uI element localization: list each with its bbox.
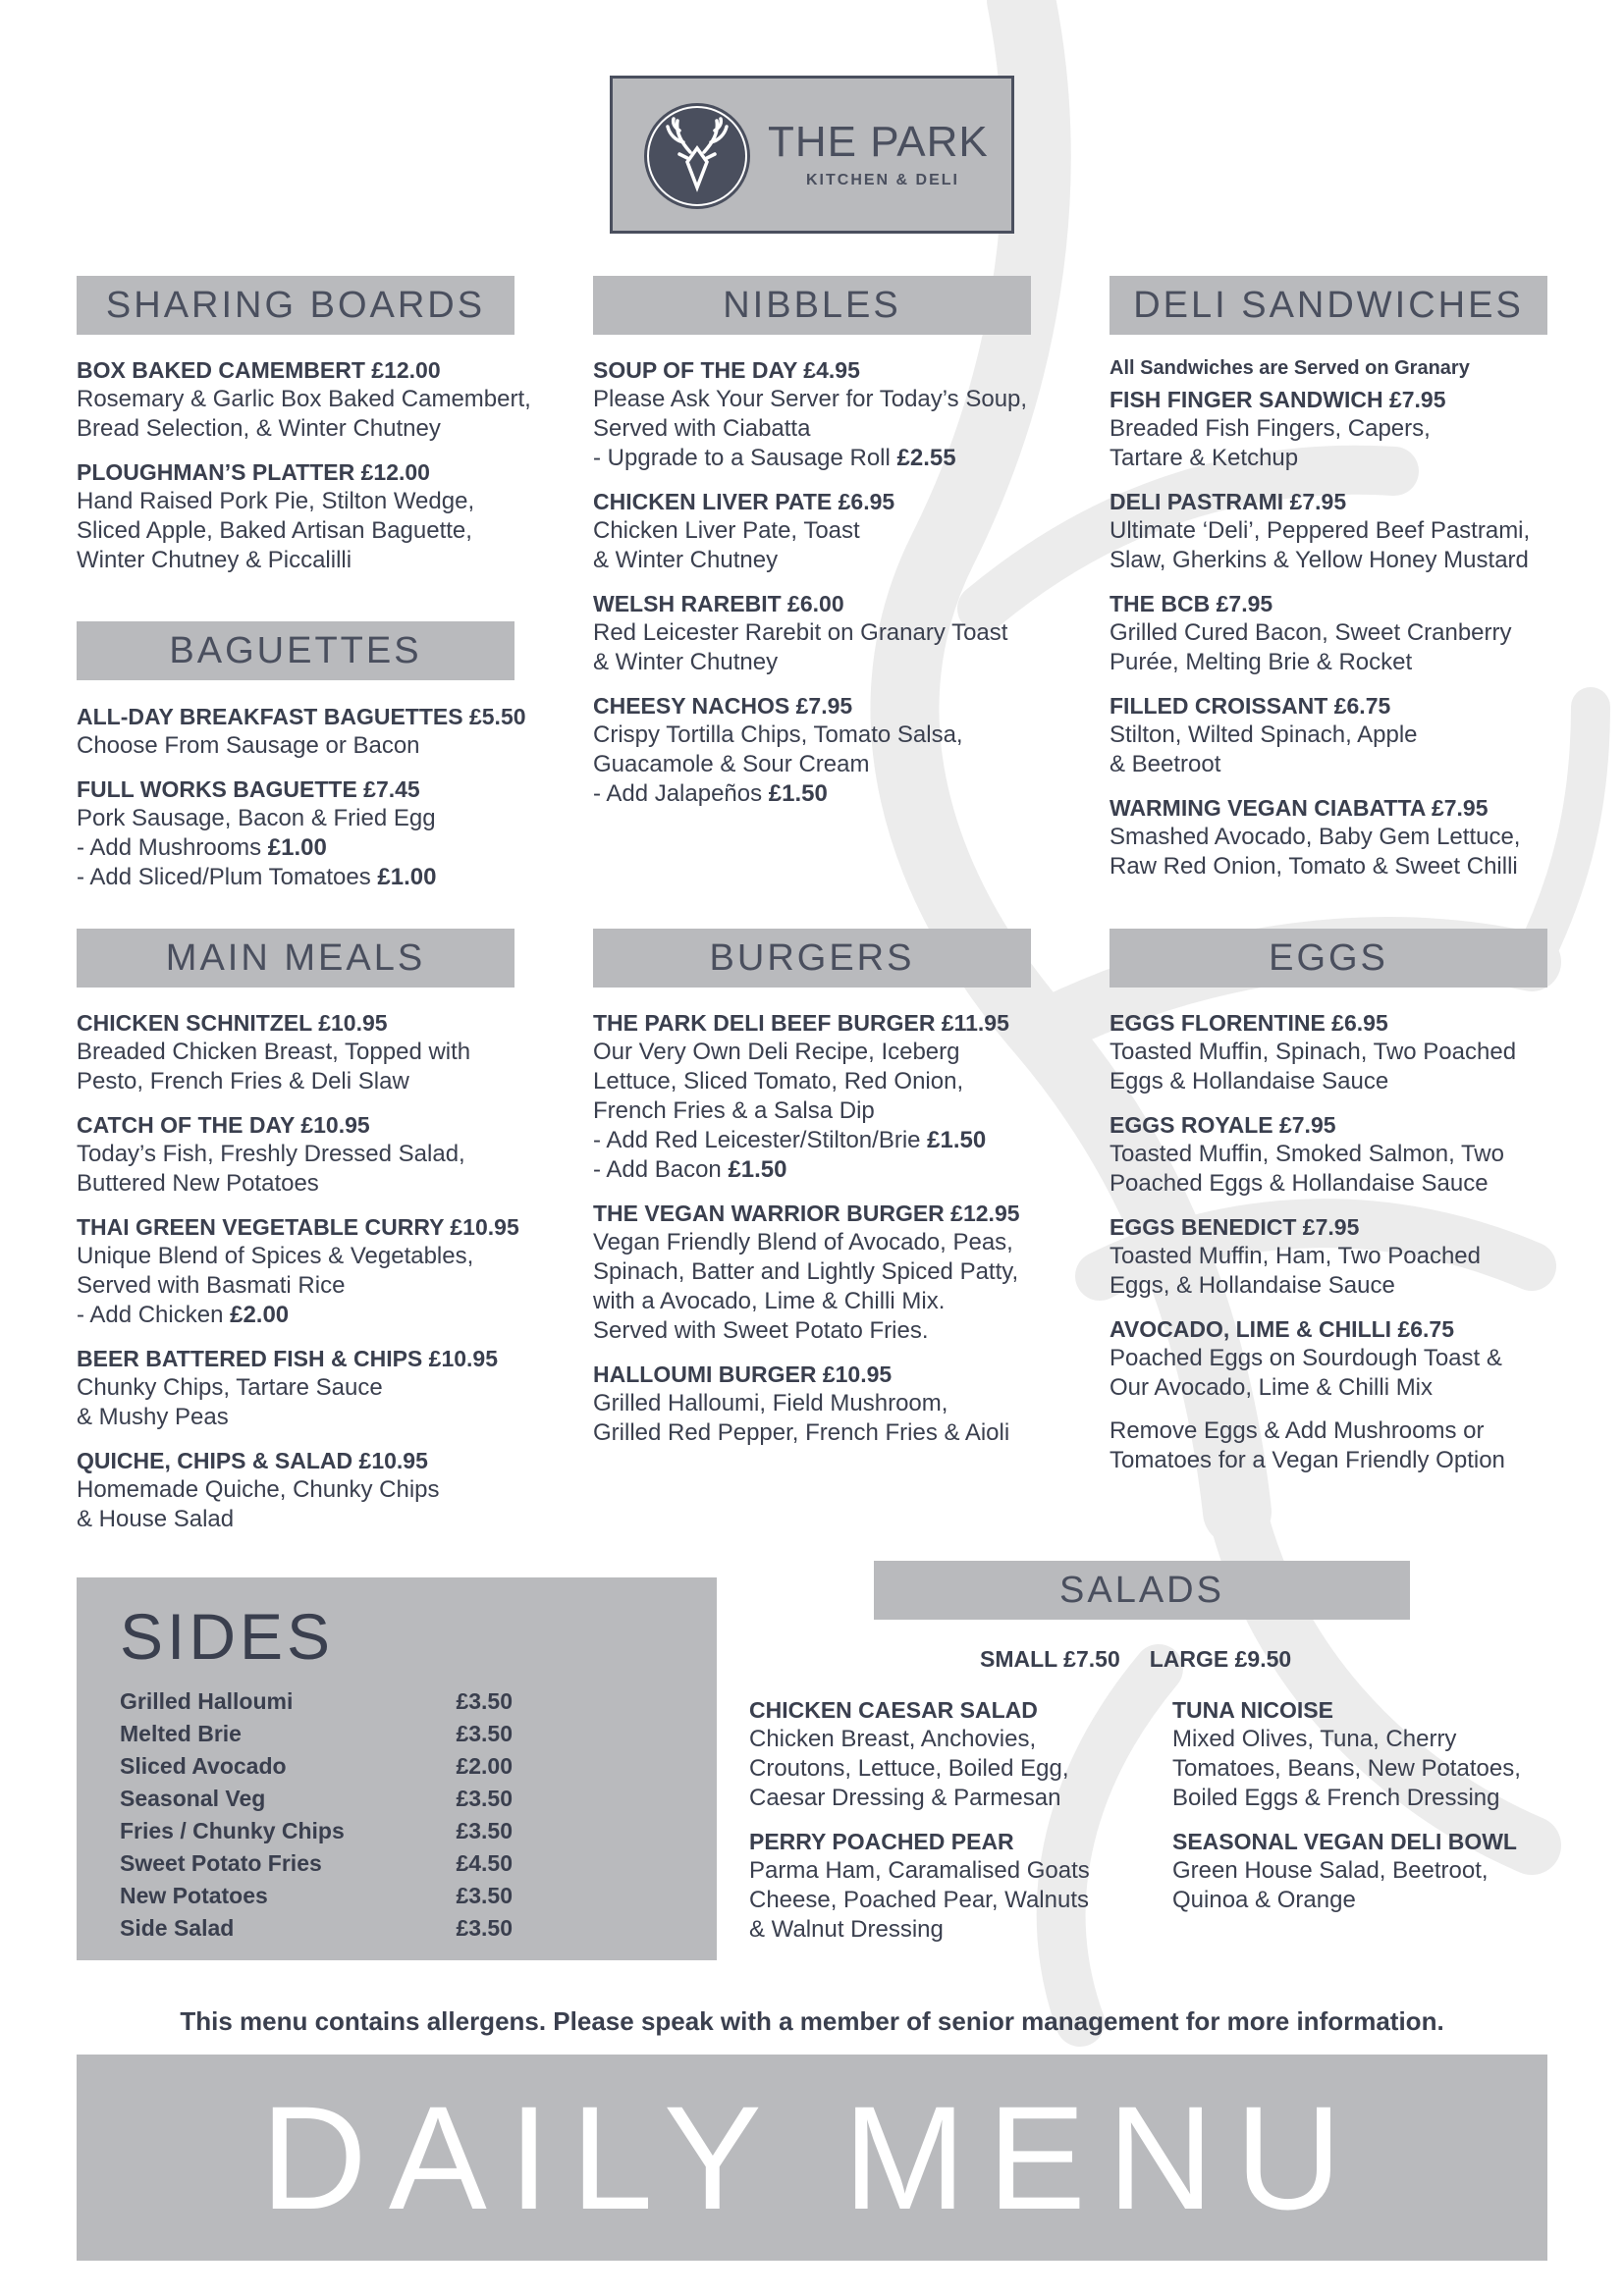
item-desc-line: Winter Chutney & Piccalilli	[77, 547, 352, 573]
side-price: £3.50	[456, 1721, 513, 1746]
burgers-list	[593, 1008, 1055, 1462]
item-desc-line: Please Ask Your Server for Today’s Soup,	[593, 386, 1028, 412]
item-desc-line: Tomatoes, Beans, New Potatoes,	[1172, 1755, 1521, 1782]
menu-item	[1110, 793, 1571, 881]
menu-item	[593, 589, 1055, 677]
footnote-line: Remove Eggs & Add Mushrooms or	[1110, 1417, 1485, 1444]
item-desc-line: with a Avocado, Lime & Chilli Mix.	[593, 1288, 946, 1314]
menu-item	[593, 487, 1055, 575]
item-desc-line: Chunky Chips, Tartare Sauce	[77, 1374, 383, 1401]
item-desc-line: Cheese, Poached Pear, Walnuts	[749, 1887, 1089, 1913]
item-name: QUICHE, CHIPS & SALAD £10.95	[77, 1448, 428, 1473]
sharing-boards-list	[77, 355, 538, 589]
item-desc-line: Spinach, Batter and Lightly Spiced Patty,	[593, 1258, 1019, 1285]
menu-item	[77, 1344, 538, 1432]
item-desc-line: & Beetroot	[1110, 751, 1221, 777]
item-desc-line: Grilled Red Pepper, French Fries & Aioli	[593, 1419, 1010, 1446]
salads-right-list	[1172, 1695, 1565, 1929]
salad-prices	[980, 1646, 1321, 1673]
item-desc-line: Chicken Liver Pate, Toast	[593, 517, 860, 544]
item-desc-line: Ultimate ‘Deli’, Peppered Beef Pastrami,	[1110, 517, 1531, 544]
menu-item	[77, 1446, 538, 1534]
nibbles-list	[593, 355, 1055, 823]
side-name: Side Salad	[120, 1915, 235, 1941]
item-desc-line: Unique Blend of Spices & Vegetables,	[77, 1243, 474, 1269]
side-name: New Potatoes	[120, 1883, 268, 1908]
addon-price: £1.00	[267, 834, 327, 861]
item-desc-line: Grilled Cured Bacon, Sweet Cranberry	[1110, 619, 1512, 646]
eggs-list	[1110, 1008, 1571, 1489]
section-header-sharing-boards: SHARING BOARDS	[77, 276, 514, 335]
addon-text: - Add Bacon	[593, 1156, 729, 1183]
item-name: THE PARK DELI BEEF BURGER £11.95	[593, 1010, 1009, 1036]
item-desc-line: Toasted Muffin, Smoked Salmon, Two	[1110, 1141, 1504, 1167]
side-item	[120, 1847, 513, 1880]
item-desc-line: Breaded Fish Fingers, Capers,	[1110, 415, 1431, 442]
item-name: CHICKEN CAESAR SALAD	[749, 1697, 1038, 1723]
menu-item	[1110, 1008, 1571, 1096]
item-name: THE VEGAN WARRIOR BURGER £12.95	[593, 1201, 1020, 1226]
item-desc-line: Lettuce, Sliced Tomato, Red Onion,	[593, 1068, 964, 1095]
side-price: £3.50	[456, 1786, 513, 1811]
side-name: Seasonal Veg	[120, 1786, 266, 1811]
addon-text: - Add Chicken	[77, 1302, 231, 1328]
menu-item	[1172, 1695, 1565, 1813]
item-desc-line: Stilton, Wilted Spinach, Apple	[1110, 721, 1418, 748]
item-desc-line: Toasted Muffin, Ham, Two Poached	[1110, 1243, 1481, 1269]
menu-item	[1110, 1212, 1571, 1301]
item-name: SEASONAL VEGAN DELI BOWL	[1172, 1829, 1517, 1854]
item-desc-line: Chicken Breast, Anchovies,	[749, 1726, 1037, 1752]
side-item	[120, 1783, 513, 1815]
item-addon	[593, 1155, 1055, 1185]
section-note: All Sandwiches are Served on Granary	[1110, 357, 1470, 379]
side-name: Grilled Halloumi	[120, 1688, 294, 1714]
section-header-nibbles: NIBBLES	[593, 276, 1031, 335]
deli-sandwiches-list	[1110, 355, 1571, 895]
item-desc-line: Pork Sausage, Bacon & Fried Egg	[77, 805, 436, 831]
menu-item	[77, 1110, 538, 1199]
item-name: THE BCB £7.95	[1110, 591, 1273, 616]
item-desc-line: Our Very Own Deli Recipe, Iceberg	[593, 1039, 960, 1065]
item-desc-line: Grilled Halloumi, Field Mushroom,	[593, 1390, 948, 1416]
allergen-notice: This menu contains allergens. Please speak with a member of senior management for more information.	[180, 2006, 1444, 2036]
menu-item	[1110, 1110, 1571, 1199]
menu-item	[77, 774, 538, 892]
sides-title: SIDES	[120, 1600, 335, 1673]
item-desc-line: Quinoa & Orange	[1172, 1887, 1356, 1913]
item-desc-line: Red Leicester Rarebit on Granary Toast	[593, 619, 1008, 646]
daily-menu-title: DAILY MENU	[260, 2074, 1364, 2240]
menu-item	[77, 457, 538, 575]
menu-item	[1110, 487, 1571, 575]
addon-price: £2.00	[230, 1302, 290, 1328]
item-desc-line: Served with Ciabatta	[593, 415, 811, 442]
side-item	[120, 1685, 513, 1718]
item-addon	[77, 863, 538, 892]
item-desc-line: & Mushy Peas	[77, 1404, 229, 1430]
section-header-deli-sandwiches: DELI SANDWICHES	[1110, 276, 1547, 335]
addon-text: - Add Mushrooms	[77, 834, 268, 861]
item-desc-line: Bread Selection, & Winter Chutney	[77, 415, 441, 442]
item-desc-line: Parma Ham, Caramalised Goats	[749, 1857, 1090, 1884]
item-desc-line: Croutons, Lettuce, Boiled Egg,	[749, 1755, 1069, 1782]
item-name: ALL-DAY BREAKFAST BAGUETTES £5.50	[77, 704, 526, 729]
menu-item	[77, 702, 538, 761]
menu-item	[77, 1008, 538, 1096]
section-header-baguettes: BAGUETTES	[77, 621, 514, 680]
menu-item	[1110, 691, 1571, 779]
item-desc-line: Homemade Quiche, Chunky Chips	[77, 1476, 440, 1503]
item-name: CHICKEN SCHNITZEL £10.95	[77, 1010, 388, 1036]
menu-item	[593, 1008, 1055, 1185]
item-name: EGGS BENEDICT £7.95	[1110, 1214, 1360, 1240]
item-desc-line: & Winter Chutney	[593, 649, 779, 675]
brand-subtitle: KITCHEN & DELI	[806, 172, 959, 188]
item-desc-line: Crispy Tortilla Chips, Tomato Salsa,	[593, 721, 963, 748]
item-name: FULL WORKS BAGUETTE £7.45	[77, 776, 420, 802]
daily-menu-banner	[77, 2055, 1547, 2261]
item-desc-line: Poached Eggs & Hollandaise Sauce	[1110, 1170, 1489, 1197]
sides-list	[120, 1685, 513, 1945]
item-name: TUNA NICOISE	[1172, 1697, 1333, 1723]
side-item	[120, 1718, 513, 1750]
side-price: £3.50	[456, 1818, 513, 1843]
menu-item	[1110, 385, 1571, 473]
item-desc-line: Today’s Fish, Freshly Dressed Salad,	[77, 1141, 465, 1167]
item-name: FILLED CROISSANT £6.75	[1110, 693, 1391, 719]
menu-item	[749, 1695, 1142, 1813]
item-desc-line: Sliced Apple, Baked Artisan Baguette,	[77, 517, 472, 544]
item-desc-line: & Walnut Dressing	[749, 1916, 944, 1943]
item-desc-line: Purée, Melting Brie & Rocket	[1110, 649, 1413, 675]
item-desc-line: Eggs & Hollandaise Sauce	[1110, 1068, 1389, 1095]
menu-item	[593, 355, 1055, 473]
salads-left-list	[749, 1695, 1142, 1958]
addon-text: - Add Red Leicester/Stilton/Brie	[593, 1127, 928, 1153]
item-name: DELI PASTRAMI £7.95	[1110, 489, 1347, 514]
sides-panel	[77, 1577, 717, 1960]
section-header-salads: SALADS	[874, 1561, 1410, 1620]
item-desc-line: Hand Raised Pork Pie, Stilton Wedge,	[77, 488, 475, 514]
item-desc-line: Caesar Dressing & Parmesan	[749, 1785, 1061, 1811]
addon-price: £1.00	[377, 864, 437, 890]
item-desc-line: Guacamole & Sour Cream	[593, 751, 870, 777]
item-name: CHICKEN LIVER PATE £6.95	[593, 489, 895, 514]
item-desc-line: Buttered New Potatoes	[77, 1170, 319, 1197]
menu-item	[593, 1360, 1055, 1448]
item-desc-line: Poached Eggs on Sourdough Toast &	[1110, 1345, 1502, 1371]
item-desc-line: Boiled Eggs & French Dressing	[1172, 1785, 1500, 1811]
item-desc-line: Served with Basmati Rice	[77, 1272, 346, 1299]
item-name: BOX BAKED CAMEMBERT £12.00	[77, 357, 441, 383]
side-name: Sweet Potato Fries	[120, 1850, 322, 1876]
item-desc-line: Pesto, French Fries & Deli Slaw	[77, 1068, 409, 1095]
side-price: £3.50	[456, 1883, 513, 1908]
side-item	[120, 1912, 513, 1945]
item-name: HALLOUMI BURGER £10.95	[593, 1362, 893, 1387]
menu-item	[593, 1199, 1055, 1346]
item-desc-line: Breaded Chicken Breast, Topped with	[77, 1039, 471, 1065]
item-name: EGGS FLORENTINE £6.95	[1110, 1010, 1388, 1036]
side-price: £3.50	[456, 1688, 513, 1714]
item-desc-line: Served with Sweet Potato Fries.	[593, 1317, 929, 1344]
item-desc-line: Smashed Avocado, Baby Gem Lettuce,	[1110, 824, 1521, 850]
addon-text: - Add Jalapeños	[593, 780, 769, 807]
item-addon	[77, 833, 538, 863]
menu-item	[1172, 1827, 1565, 1915]
side-item	[120, 1880, 513, 1912]
side-item	[120, 1815, 513, 1847]
menu-item	[77, 355, 538, 444]
side-name: Sliced Avocado	[120, 1753, 287, 1779]
item-name: EGGS ROYALE £7.95	[1110, 1112, 1336, 1138]
addon-text: - Add Sliced/Plum Tomatoes	[77, 864, 378, 890]
item-name: CHEESY NACHOS £7.95	[593, 693, 853, 719]
salad-price-large: LARGE £9.50	[1149, 1646, 1292, 1672]
item-name: CATCH OF THE DAY £10.95	[77, 1112, 370, 1138]
addon-price: £1.50	[768, 780, 828, 807]
eggs-footnote	[1110, 1416, 1571, 1475]
item-name: THAI GREEN VEGETABLE CURRY £10.95	[77, 1214, 519, 1240]
item-name: SOUP OF THE DAY £4.95	[593, 357, 860, 383]
stag-icon	[644, 103, 750, 209]
item-desc-line: Rosemary & Garlic Box Baked Camembert,	[77, 386, 531, 412]
footnote-line: Tomatoes for a Vegan Friendly Option	[1110, 1447, 1505, 1473]
item-name: BEER BATTERED FISH & CHIPS £10.95	[77, 1346, 499, 1371]
item-addon	[77, 1301, 538, 1330]
menu-item	[593, 691, 1055, 809]
item-desc-line: Toasted Muffin, Spinach, Two Poached	[1110, 1039, 1517, 1065]
item-addon	[593, 444, 1055, 473]
side-name: Melted Brie	[120, 1721, 242, 1746]
item-name: PLOUGHMAN’S PLATTER £12.00	[77, 459, 430, 485]
item-name: WARMING VEGAN CIABATTA £7.95	[1110, 795, 1489, 821]
item-name: FISH FINGER SANDWICH £7.95	[1110, 387, 1446, 412]
side-price: £4.50	[456, 1850, 513, 1876]
salad-price-small: SMALL £7.50	[980, 1646, 1120, 1672]
item-addon	[593, 1126, 1055, 1155]
side-name: Fries / Chunky Chips	[120, 1818, 345, 1843]
item-name: AVOCADO, LIME & CHILLI £6.75	[1110, 1316, 1455, 1342]
item-desc-line: Our Avocado, Lime & Chilli Mix	[1110, 1374, 1434, 1401]
item-desc-line: & Winter Chutney	[593, 547, 779, 573]
item-desc-line: Eggs, & Hollandaise Sauce	[1110, 1272, 1395, 1299]
menu-item	[77, 1212, 538, 1330]
item-name: PERRY POACHED PEAR	[749, 1829, 1014, 1854]
item-name: WELSH RAREBIT £6.00	[593, 591, 844, 616]
side-price: £3.50	[456, 1915, 513, 1941]
main-meals-list	[77, 1008, 538, 1548]
menu-item	[1110, 1314, 1571, 1403]
brand-name: THE PARK	[768, 118, 989, 166]
addon-price: £1.50	[927, 1127, 987, 1153]
item-desc-line: Raw Red Onion, Tomato & Sweet Chilli	[1110, 853, 1518, 880]
item-desc-line: French Fries & a Salsa Dip	[593, 1097, 875, 1124]
addon-price: £2.55	[896, 445, 956, 471]
logo-box	[610, 76, 1014, 234]
addon-price: £1.50	[728, 1156, 787, 1183]
item-desc-line: & House Salad	[77, 1506, 235, 1532]
item-desc-line: Slaw, Gherkins & Yellow Honey Mustard	[1110, 547, 1529, 573]
side-item	[120, 1750, 513, 1783]
item-desc-line: Mixed Olives, Tuna, Cherry	[1172, 1726, 1457, 1752]
item-desc-line: Green House Salad, Beetroot,	[1172, 1857, 1489, 1884]
side-price: £2.00	[456, 1753, 513, 1779]
item-desc-line: Tartare & Ketchup	[1110, 445, 1299, 471]
section-header-eggs: EGGS	[1110, 929, 1547, 988]
menu-item	[749, 1827, 1142, 1945]
item-desc-line: Vegan Friendly Blend of Avocado, Peas,	[593, 1229, 1013, 1255]
item-addon	[593, 779, 1055, 809]
baguettes-list	[77, 702, 538, 906]
section-header-burgers: BURGERS	[593, 929, 1031, 988]
item-desc-line: Choose From Sausage or Bacon	[77, 732, 420, 759]
section-header-main-meals: MAIN MEALS	[77, 929, 514, 988]
menu-item	[1110, 589, 1571, 677]
addon-text: - Upgrade to a Sausage Roll	[593, 445, 897, 471]
